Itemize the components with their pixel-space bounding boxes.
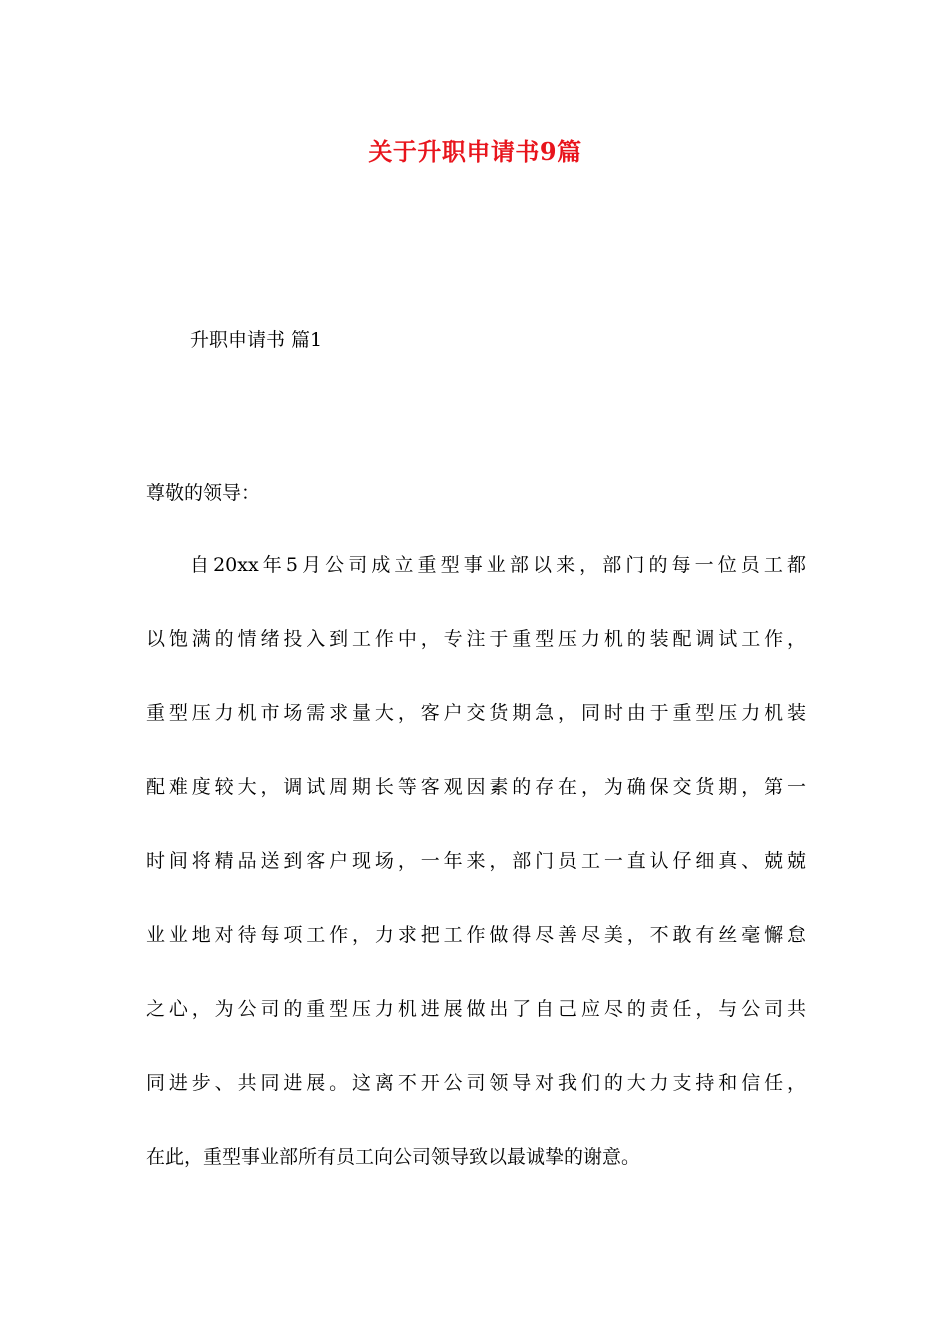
- section-heading: 升职申请书 篇1: [190, 329, 323, 351]
- body-line: 自20xx年5月公司成立重型事业部以来，部门的每一位员工都: [190, 554, 806, 576]
- body-line: 以饱满的情绪投入到工作中，专注于重型压力机的装配调试工作，: [146, 628, 806, 650]
- body-line: 在此，重型事业部所有员工向公司领导致以最诚挚的谢意。: [146, 1146, 641, 1168]
- body-line: 之心，为公司的重型压力机进展做出了自己应尽的责任，与公司共: [146, 998, 806, 1020]
- body-line: 同进步、共同进展。这离不开公司领导对我们的大力支持和信任，: [146, 1072, 806, 1094]
- body-line: 配难度较大，调试周期长等客观因素的存在，为确保交货期，第一: [146, 776, 806, 798]
- body-line: 重型压力机市场需求量大，客户交货期急，同时由于重型压力机装: [146, 702, 806, 724]
- body-paragraph: [146, 548, 806, 1214]
- body-line: 时间将精品送到客户现场，一年来，部门员工一直认仔细真、兢兢: [146, 850, 806, 872]
- salutation: 尊敬的领导：: [146, 482, 261, 504]
- document-title: 关于升职申请书9篇: [368, 137, 582, 166]
- body-line: 业业地对待每项工作，力求把工作做得尽善尽美，不敢有丝毫懈怠: [146, 924, 806, 946]
